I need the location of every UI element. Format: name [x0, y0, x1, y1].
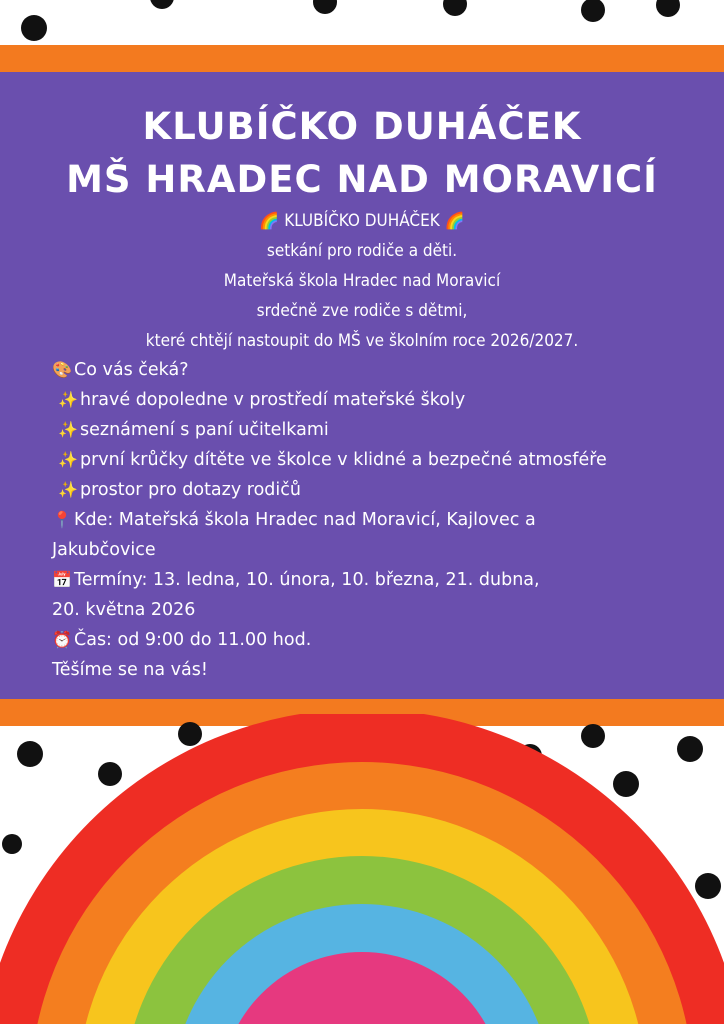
intro-block [0, 206, 724, 356]
intro-line-3: srdečně zve rodiče s dětmi, [256, 301, 468, 321]
intro-line-4: které chtějí nastoupit do MŠ ve školním roce 2026/2027. [145, 331, 579, 351]
list-item-text: prostor pro dotazy rodičů [80, 480, 301, 500]
page-title [0, 100, 724, 206]
what-awaits-row [52, 355, 612, 385]
sparkles-icon: ✨ [58, 390, 78, 409]
location-row-continued: Jakubčovice [52, 540, 156, 560]
list-item [52, 475, 612, 505]
intro-line-1: setkání pro rodiče a děti. [266, 241, 458, 261]
calendar-icon: 📅 [52, 570, 72, 589]
location-text: Kde: Mateřská škola Hradec nad Moravicí, Kajlovec a [74, 510, 536, 530]
list-item [52, 385, 612, 415]
intro-heading [0, 206, 724, 236]
title-line-1: KLUBÍČKO DUHÁČEK [142, 105, 582, 148]
list-item [52, 415, 612, 445]
dates-row-continued: 20. května 2026 [52, 600, 196, 620]
pin-icon: 📍 [52, 510, 72, 529]
list-item-text: první krůčky dítěte ve školce v klidné a bezpečné atmosféře [80, 450, 607, 470]
orange-stripe-top [0, 45, 724, 72]
time-row [52, 625, 612, 655]
location-row [52, 505, 612, 535]
rainbow-icon: 🌈 [259, 211, 280, 230]
alarm-clock-icon: ⏰ [52, 630, 72, 649]
dates-text: Termíny: 13. ledna, 10. února, 10. března, 21. dubna, [74, 570, 540, 590]
title-line-2: MŠ HRADEC NAD MORAVICÍ [66, 158, 658, 201]
details-list [52, 355, 612, 685]
rainbow-icon: 🌈 [444, 211, 465, 230]
list-item-text: hravé dopoledne v prostředí mateřské školy [80, 390, 466, 410]
purple-info-panel [0, 72, 724, 699]
palette-icon: 🎨 [52, 360, 72, 379]
sparkles-icon: ✨ [58, 480, 78, 499]
sparkles-icon: ✨ [58, 450, 78, 469]
intro-heading-text: KLUBÍČKO DUHÁČEK [284, 211, 440, 231]
polka-dot-band-top [0, 0, 724, 46]
closing-text: Těšíme se na vás! [52, 660, 208, 680]
dates-row [52, 565, 612, 595]
list-item-text: seznámení s paní učitelkami [80, 420, 329, 440]
list-item [52, 445, 612, 475]
intro-line-2: Mateřská škola Hradec nad Moravicí [223, 271, 501, 291]
sparkles-icon: ✨ [58, 420, 78, 439]
time-text: Čas: od 9:00 do 11.00 hod. [74, 630, 312, 650]
rainbow-graphic [0, 714, 724, 1024]
what-awaits-text: Co vás čeká? [74, 360, 189, 380]
